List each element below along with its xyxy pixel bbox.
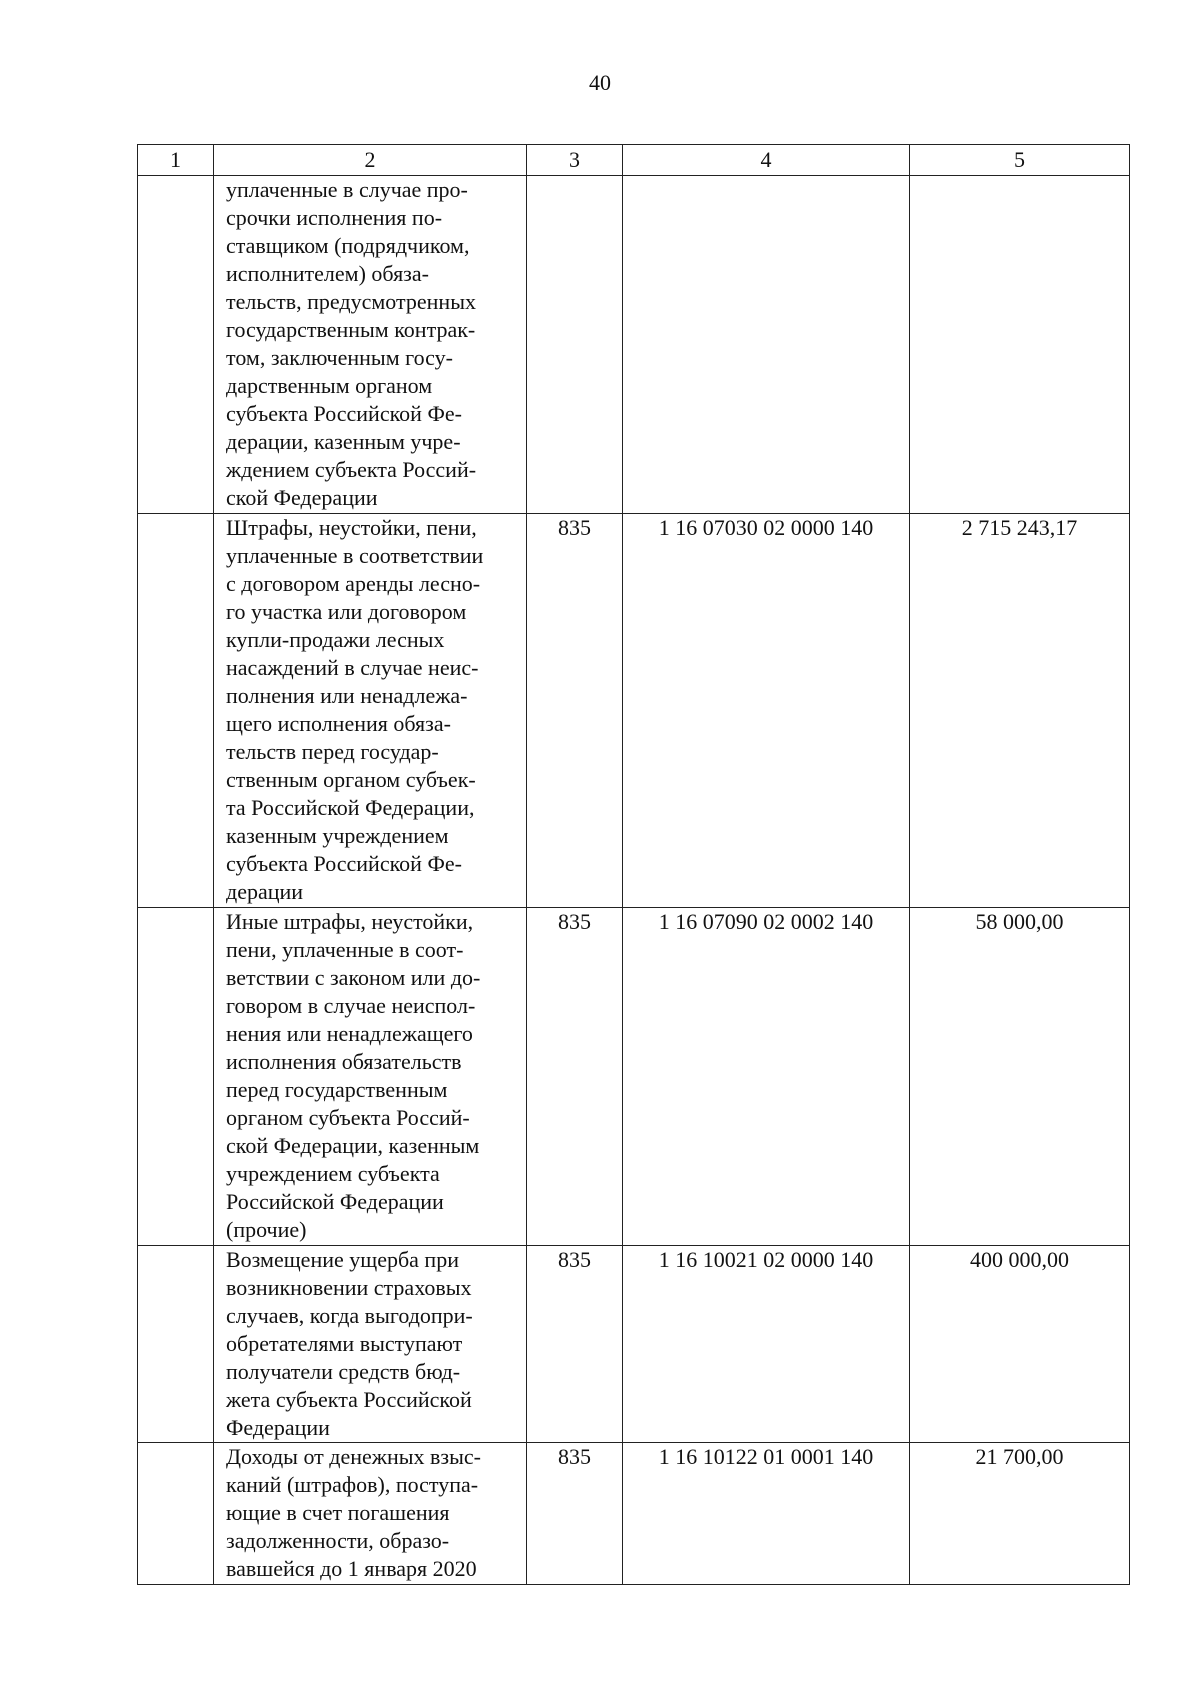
table-row [138,1443,1130,1585]
row-income-code-cell: 1 16 10021 02 0000 140 [623,1246,910,1443]
row-admin-code-cell: 835 [527,1443,623,1585]
row-description-cell: Доходы от денежных взыс- каний (штрафов), поступа- ющие в счет погашения задолженности, образо- вавшейся до 1 января 2020 [214,1443,527,1585]
budget-revenue-table [137,144,1130,1585]
row-amount-cell: 2 715 243,17 [910,514,1130,908]
row-description-cell: Возмещение ущерба при возникновении страховых случаев, когда выгодопри- обретателями выступают получатели средств бюд- жета субъекта Российской Федерации [214,1246,527,1443]
row-amount-cell: 58 000,00 [910,908,1130,1246]
row-admin-code-cell [527,176,623,514]
row-income-code-cell: 1 16 10122 01 0001 140 [623,1443,910,1585]
row-admin-code-cell: 835 [527,514,623,908]
column-number-header: 1 [138,145,214,176]
row-admin-code-cell: 835 [527,1246,623,1443]
table-header-row [138,145,1130,176]
column-admin-code-header: 3 [527,145,623,176]
row-amount-cell: 400 000,00 [910,1246,1130,1443]
row-admin-code-cell: 835 [527,908,623,1246]
column-amount-header: 5 [910,145,1130,176]
row-income-code-cell: 1 16 07030 02 0000 140 [623,514,910,908]
page-number: 40 [589,70,611,95]
row-number-cell [138,908,214,1246]
row-description-cell: уплаченные в случае про- срочки исполнения по- ставщиком (подрядчиком, исполнителем) обяза- тельств, предусмотренных государственным контрак- том, заключенным госу- дарственным органом субъекта Российской Фе- дерации, казенным учре- ждением субъекта Россий- ской Федерации [214,176,527,514]
row-amount-cell: 21 700,00 [910,1443,1130,1585]
column-description-header: 2 [214,145,527,176]
table-row [138,908,1130,1246]
table-row [138,176,1130,514]
row-number-cell [138,1246,214,1443]
column-income-code-header: 4 [623,145,910,176]
row-number-cell [138,1443,214,1585]
table-row [138,1246,1130,1443]
row-amount-cell [910,176,1130,514]
row-number-cell [138,176,214,514]
row-description-cell: Иные штрафы, неустойки, пени, уплаченные в соот- ветствии с законом или до- говором в случае неиспол- нения или ненадлежащего исполнения обязательств перед государственным органом субъекта Россий- ской Федерации, казенным учреждением субъекта Российской Федерации (прочие) [214,908,527,1246]
row-description-cell: Штрафы, неустойки, пени, уплаченные в соответствии с договором аренды лесно- го участка или договором купли-продажи лесных насаждений в случае неис- полнения или ненадлежа- щего исполнения обяза- тельств перед государ- ственным органом субъек- та Российской Федерации, казенным учреждением субъекта Российской Фе- дерации [214,514,527,908]
row-income-code-cell: 1 16 07090 02 0002 140 [623,908,910,1246]
row-number-cell [138,514,214,908]
table-row [138,514,1130,908]
row-income-code-cell [623,176,910,514]
